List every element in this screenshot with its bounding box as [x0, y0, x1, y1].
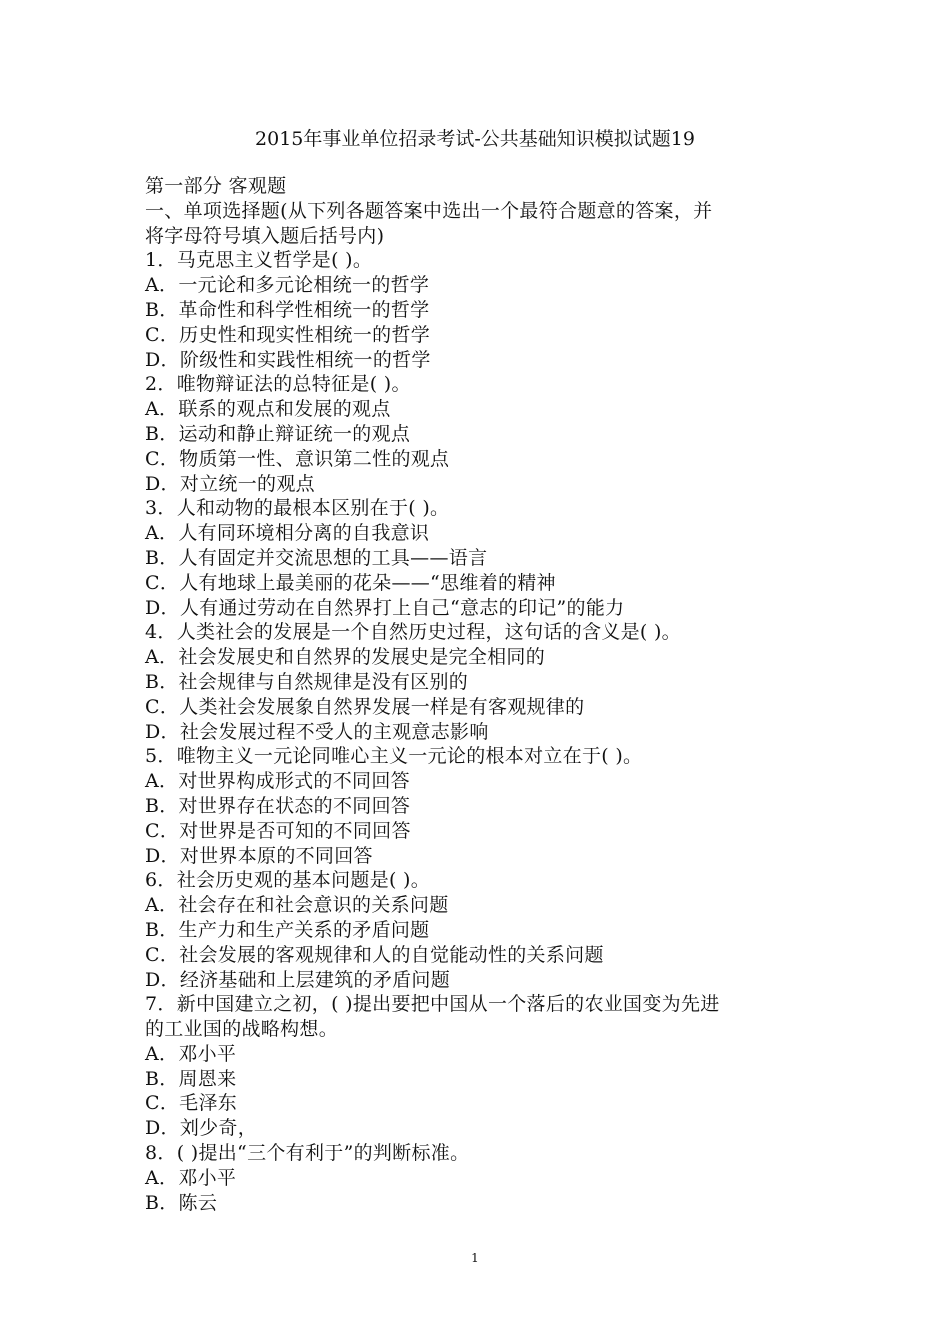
question-5: 5．唯物主义一元论同唯心主义一元论的根本对立在于( )。 — [145, 745, 643, 768]
option-line: A．联系的观点和发展的观点 — [145, 398, 391, 421]
instruction-line: 将字母符号填入题后括号内) — [145, 224, 385, 247]
option-line: D．人有通过劳动在自然界打上自己“意志的印记”的能力 — [145, 596, 625, 619]
question-3: 3．人和动物的最根本区别在于( )。 — [145, 497, 450, 520]
page-number: 1 — [471, 1251, 479, 1265]
question-2: 2．唯物辩证法的总特征是( )。 — [145, 373, 411, 396]
option-line: C．物质第一性、意识第二性的观点 — [145, 447, 450, 470]
option-line: A．一元论和多元论相统一的哲学 — [145, 274, 430, 297]
option-line: A．对世界构成形式的不同回答 — [145, 770, 410, 793]
instruction-line: 一、单项选择题(从下列各题答案中选出一个最符合题意的答案，并 — [145, 199, 713, 222]
option-line: D．社会发展过程不受人的主观意志影响 — [145, 720, 489, 743]
option-line: A．邓小平 — [145, 1042, 237, 1065]
question-1: 1．马克思主义哲学是( )。 — [145, 249, 373, 272]
option-line: C．毛泽东 — [145, 1092, 238, 1115]
option-line: B．运动和静止辩证统一的观点 — [145, 422, 411, 445]
option-line: B．生产力和生产关系的矛盾问题 — [145, 918, 430, 941]
option-line: B．革命性和科学性相统一的哲学 — [145, 298, 430, 321]
option-line: C．人有地球上最美丽的花朵——“思维着的精神 — [145, 571, 556, 594]
option-line: A．人有同环境相分离的自我意识 — [145, 522, 430, 545]
option-line: C．社会发展的客观规律和人的自觉能动性的关系问题 — [145, 943, 604, 966]
option-line: C．历史性和现实性相统一的哲学 — [145, 323, 431, 346]
question-7-continued: 的工业国的战略构想。 — [145, 1018, 339, 1041]
option-line: B．周恩来 — [145, 1067, 237, 1090]
section-heading: 第一部分 客观题 — [145, 175, 287, 197]
option-line: B．对世界存在状态的不同回答 — [145, 794, 411, 817]
document-title: 2015年事业单位招录考试-公共基础知识模拟试题19 — [255, 128, 695, 150]
document-body — [145, 174, 815, 1215]
option-line: B．社会规律与自然规律是没有区别的 — [145, 670, 469, 693]
option-line: D．阶级性和实践性相统一的哲学 — [145, 348, 431, 371]
option-line: D．经济基础和上层建筑的矛盾问题 — [145, 968, 451, 991]
option-line: D．对世界本原的不同回答 — [145, 844, 373, 867]
option-line: C．人类社会发展象自然界发展一样是有客观规律的 — [145, 695, 585, 718]
question-6: 6．社会历史观的基本问题是( )。 — [145, 869, 431, 892]
question-7: 7．新中国建立之初，( )提出要把中国从一个落后的农业国变为先进 — [145, 993, 720, 1016]
option-line: A．社会存在和社会意识的关系问题 — [145, 894, 449, 917]
question-8: 8．( )提出“三个有利于”的判断标准。 — [145, 1142, 470, 1165]
option-line: A．社会发展史和自然界的发展史是完全相同的 — [145, 646, 546, 669]
option-line: D．刘少奇， — [145, 1117, 258, 1140]
question-4: 4．人类社会的发展是一个自然历史过程，这句话的含义是( )。 — [145, 621, 681, 644]
option-line: A．邓小平 — [145, 1166, 237, 1189]
option-line: C．对世界是否可知的不同回答 — [145, 819, 411, 842]
option-line: D．对立统一的观点 — [145, 472, 315, 495]
option-line: B．陈云 — [145, 1191, 218, 1214]
option-line: B．人有固定并交流思想的工具——语言 — [145, 546, 488, 569]
